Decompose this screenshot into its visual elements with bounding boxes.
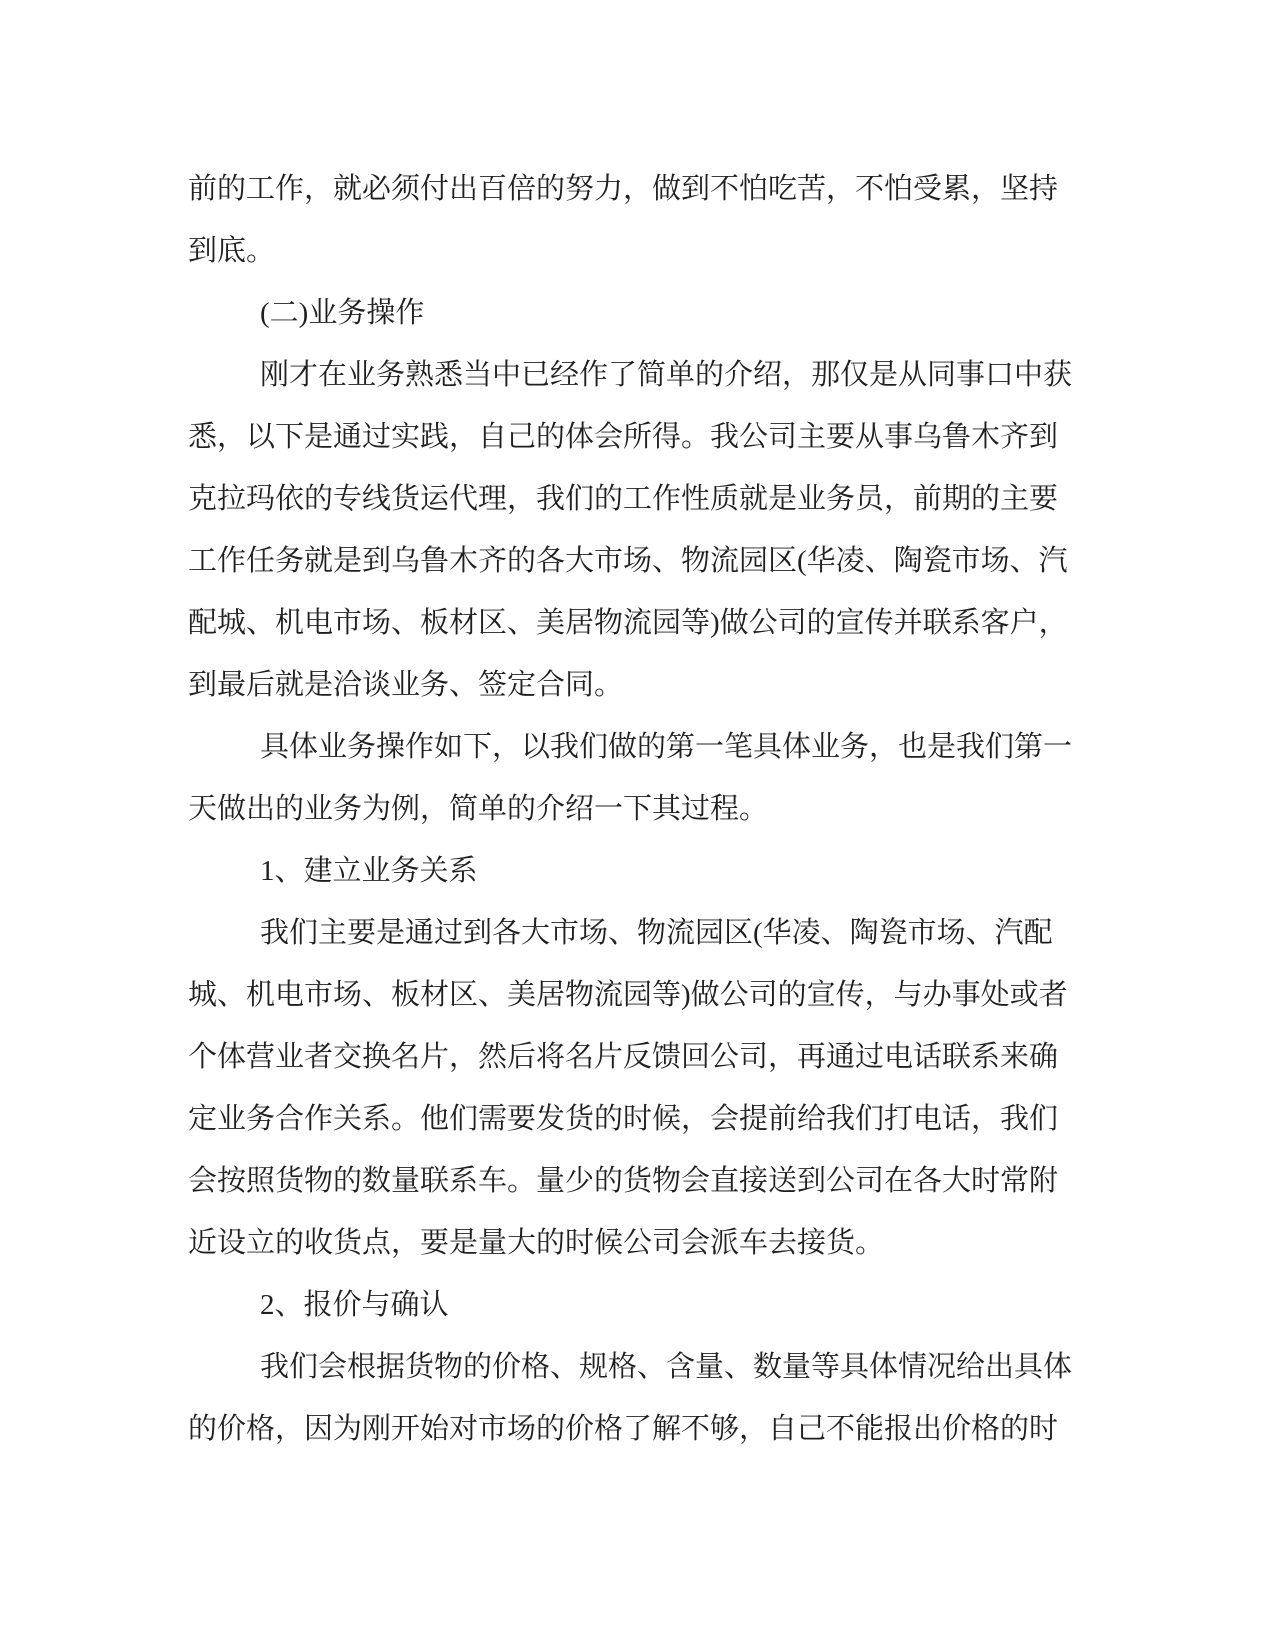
text-line: 刚才在业务熟悉当中已经作了简单的介绍，那仅是从同事口中获 [260,359,1073,391]
text-line: 悉，以下是通过实践，自己的体会所得。我公司主要从事乌鲁木齐到 [188,421,1059,453]
paragraph [188,282,1068,344]
text-line: (二)业务操作 [260,297,425,329]
paragraph [188,344,1073,716]
text-line: 天做出的业务为例，简单的介绍一下其过程。 [188,793,769,825]
paragraph [188,1274,1068,1336]
text-line: 我们会根据货物的价格、规格、含量、数量等具体情况给出具体 [260,1351,1073,1383]
paragraph [188,1336,1073,1460]
text-line: 1、建立业务关系 [260,855,478,887]
paragraph [188,840,1068,902]
text-line: 工作任务就是到乌鲁木齐的各大市场、物流园区(华凌、陶瓷市场、汽 [188,545,1068,577]
paragraph [188,716,1073,840]
text-line: 到最后就是洽谈业务、签定合同。 [188,669,624,701]
text-line: 2、报价与确认 [260,1289,449,1321]
text-line: 定业务合作关系。他们需要发货的时候，会提前给我们打电话，我们 [188,1103,1059,1135]
paragraph [188,902,1068,1274]
paragraph [188,158,1068,282]
document-page [188,158,1073,1460]
text-line: 克拉玛依的专线货运代理，我们的工作性质就是业务员，前期的主要 [188,483,1059,515]
text-line: 具体业务操作如下，以我们做的第一笔具体业务，也是我们第一 [260,731,1073,763]
text-line: 城、机电市场、板材区、美居物流园等)做公司的宣传，与办事处或者 [188,979,1068,1011]
text-line: 配城、机电市场、板材区、美居物流园等)做公司的宣传并联系客户， [188,607,1068,639]
text-line: 的价格，因为刚开始对市场的价格了解不够，自己不能报出价格的时 [188,1413,1059,1445]
text-line: 个体营业者交换名片，然后将名片反馈回公司，再通过电话联系来确 [188,1041,1059,1073]
text-line: 前的工作，就必须付出百倍的努力，做到不怕吃苦，不怕受累，坚持 [188,173,1059,205]
text-line: 我们主要是通过到各大市场、物流园区(华凌、陶瓷市场、汽配 [260,917,1053,949]
text-line: 近设立的收货点，要是量大的时候公司会派车去接货。 [188,1227,885,1259]
text-line: 到底。 [188,235,276,267]
text-line: 会按照货物的数量联系车。量少的货物会直接送到公司在各大时常附 [188,1165,1059,1197]
